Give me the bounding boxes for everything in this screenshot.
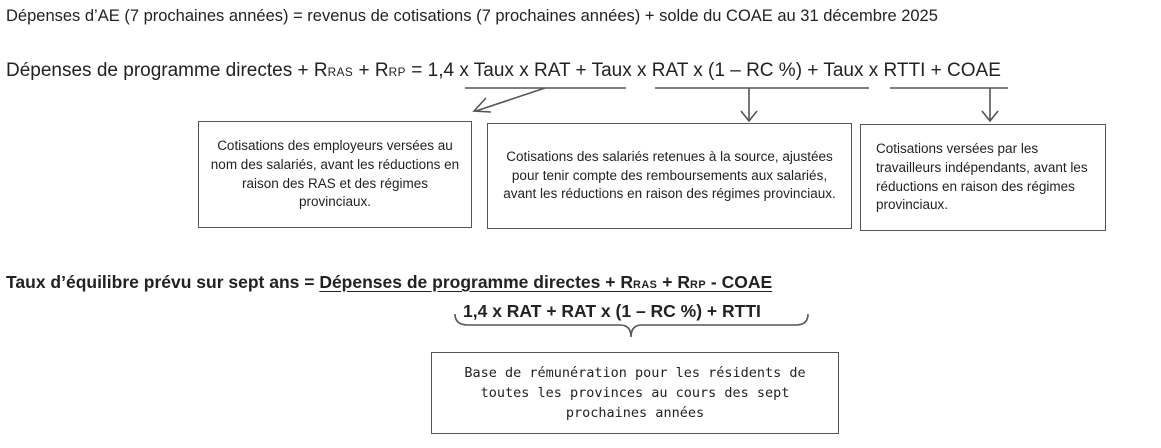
earnings-base-box: [431, 352, 839, 434]
self-employed-term: Taux x RTTI: [823, 60, 926, 81]
eq2-plus-r: + R: [353, 60, 389, 81]
eq2-prefix: Dépenses de programme directes + R: [6, 60, 328, 81]
employer-term: 1,4 x Taux x RAT: [427, 60, 571, 81]
numerator-plus-r: + R: [657, 272, 690, 292]
formula-denominator: 1,4 x RAT + RAT x (1 – RC %) + RTTI: [463, 301, 761, 321]
earnings-base-text: Base de rémunération pour les résidents de toutes les provinces au cours des sept prochaines années: [464, 364, 806, 422]
formula-numerator: [319, 272, 772, 292]
employer-contributions-text: Cotisations des employeurs versées au nom des salariés, avant les réductions en raison des RAS et des régimes provinciaux.: [210, 137, 460, 210]
term1-arrow-shaft: [476, 88, 545, 111]
eq2-equals: =: [406, 60, 428, 81]
employee-contributions-box: [487, 123, 852, 229]
employer-contributions-box: [198, 121, 472, 228]
self-employed-contributions-box: [860, 124, 1106, 231]
eq2-plus1: +: [570, 60, 592, 81]
employee-term: Taux x RAT x (1 – RC %): [591, 60, 803, 81]
numerator-suffix: - COAE: [706, 272, 773, 292]
term1-arrow-head: [474, 98, 491, 112]
eq2-suffix: + COAE: [925, 60, 1001, 81]
formula-label: Taux d’équilibre prévu sur sept ans =: [6, 272, 320, 292]
balance-equation: Dépenses d’AE (7 prochaines années) = revenus de cotisations (7 prochaines années) + solde du COAE au 31 décembre 2025: [6, 7, 938, 25]
self-employed-contributions-text: Cotisations versées par les travailleurs indépendants, avant les réductions en raison des régimes provinciaux.: [876, 140, 1088, 213]
eq2-sub-rp: RP: [388, 66, 407, 79]
eq2-plus2: +: [802, 60, 824, 81]
numerator-prefix: Dépenses de programme directes + R: [319, 272, 633, 292]
eq2-sub-ras: RAS: [327, 66, 354, 79]
employee-contributions-text: Cotisations des salariés retenues à la source, ajustées pour tenir compte des remboursements aux salariés, avant les réductions en raison des régimes provinciaux.: [503, 148, 836, 202]
numerator-sub-rp: RP: [689, 279, 707, 291]
breakeven-formula: [6, 272, 772, 293]
numerator-sub-ras: RAS: [632, 279, 658, 291]
